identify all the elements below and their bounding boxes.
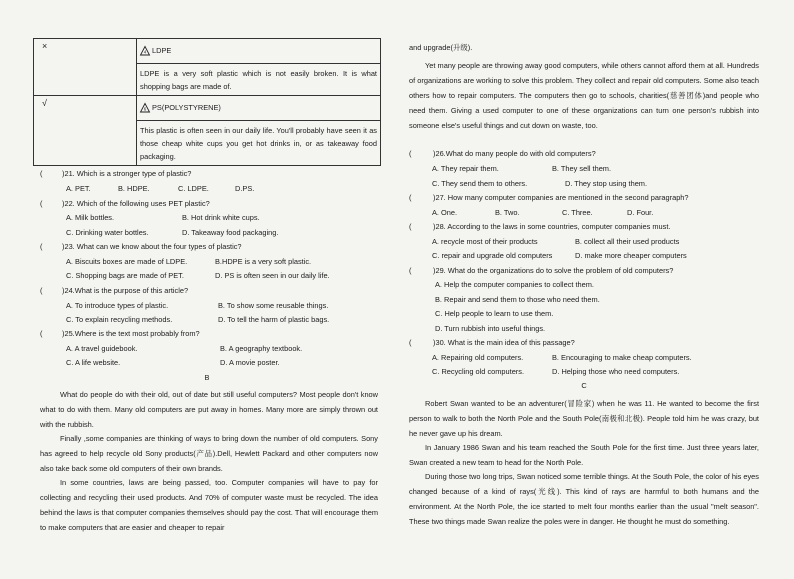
- table-cell: [137, 96, 381, 166]
- section-title: B: [204, 373, 210, 382]
- option: D. They stop using them.: [565, 179, 648, 188]
- recycle-icon: [139, 102, 151, 114]
- option: C. Shopping bags are made of PET.: [66, 271, 184, 280]
- answer-paren: (: [40, 169, 43, 178]
- answer-paren: (: [409, 149, 412, 158]
- option: B. collect all their used products: [575, 237, 680, 246]
- option: B. Repair and send them to those who need them.: [435, 295, 600, 304]
- table-mark: ×: [34, 39, 137, 96]
- option: D.PS.: [235, 184, 255, 193]
- option: D. Turn rubbish into useful things.: [435, 324, 546, 333]
- option: A. recycle most of their products: [432, 237, 538, 246]
- option: A. Help the computer companies to collect them.: [435, 280, 594, 289]
- answer-paren: (: [40, 329, 43, 338]
- recycle-number: 4: [143, 49, 147, 55]
- plastic-name: LDPE: [152, 46, 172, 56]
- plastic-type-title: [137, 39, 380, 64]
- option: D. A movie poster.: [220, 358, 280, 367]
- answer-paren: (: [409, 266, 412, 275]
- plastic-description: LDPE is a very soft plastic which is not easily broken. It is what shopping bags are made of.: [140, 69, 377, 91]
- plastic-table: [33, 38, 381, 166]
- option: B. HDPE.: [118, 184, 150, 193]
- option: C. repair and upgrade old computers: [432, 251, 553, 260]
- option: B. Two.: [495, 208, 520, 217]
- option: D. PS is often seen in our daily life.: [215, 271, 330, 280]
- passage-paragraph: In some countries, laws are being passed, too. Computer companies will have to pay for collecting and recycling their used products. And 70% of computer waste must be recycled. The idea behind the laws is that computer companies themselves should pay the cost. That will encourage them to make computers that are easier and cheaper to repair: [40, 478, 378, 532]
- question-stem: )24.What is the purpose of this article?: [62, 286, 189, 295]
- plastic-type-title: [137, 96, 380, 121]
- recycle-icon: [139, 45, 151, 57]
- question-stem: )27. How many computer companies are mentioned in the second paragraph?: [433, 193, 689, 202]
- answer-paren: (: [409, 193, 412, 202]
- option: D. Four.: [627, 208, 654, 217]
- question-stem: )21. Which is a stronger type of plastic?: [62, 169, 192, 178]
- option: D. make more cheaper computers: [575, 251, 687, 260]
- option: C. Drinking water bottles.: [66, 228, 149, 237]
- option: D. To tell the harm of plastic bags.: [218, 315, 330, 324]
- option: D. Takeaway food packaging.: [182, 228, 279, 237]
- option: C. Three.: [562, 208, 593, 217]
- table-row: [34, 39, 381, 96]
- passage-paragraph: and upgrade(升级).: [409, 43, 473, 52]
- question-stem: )26.What do many people do with old computers?: [433, 149, 596, 158]
- answer-paren: (: [40, 199, 43, 208]
- section-title: C: [581, 381, 587, 390]
- option: B. To show some reusable things.: [218, 301, 329, 310]
- table-row: [34, 96, 381, 166]
- option: B. Encouraging to make cheap computers.: [552, 353, 692, 362]
- option: B. A geography textbook.: [220, 344, 303, 353]
- option: C. A life website.: [66, 358, 121, 367]
- passage-paragraph: What do people do with their old, out of date but still useful computers? Most people don't know what to do with them. Many old computers are put away in homes. Many more are simply thrown out with the rubbish.: [40, 390, 378, 429]
- option: C. Recycling old computers.: [432, 367, 525, 376]
- question-stem: )28. According to the laws in some countries, computer companies must.: [433, 222, 671, 231]
- passage-paragraph: Finally ,some companies are thinking of ways to bring down the number of old computers. Sony has agreed to help recycle old Sony products(产品).Dell, Hewlett Packard and other computers now also take back some old computers of their own brands.: [40, 434, 378, 473]
- table-cell: [137, 39, 381, 96]
- question-stem: )22. Which of the following uses PET plastic?: [62, 199, 210, 208]
- answer-paren: (: [40, 242, 43, 251]
- answer-paren: (: [409, 222, 412, 231]
- passage-paragraph: During those two long trips, Swan noticed some terrible things. At the South Pole, the color of his eyes changed because of a kind of rays(光线). This kind of rays are harmful to both humans and the environment. At the North Pole, the ice started to melt four months earlier than the usual "melt season". These two things made Swan realize the poles were in danger. He thought he must do something.: [409, 472, 759, 526]
- option: B. Hot drink white cups.: [182, 213, 260, 222]
- option: A. To introduce types of plastic.: [66, 301, 169, 310]
- passage-paragraph: Robert Swan wanted to be an adventurer(冒险家) when he was 11. He wanted to become the first person to walk to both the North Pole and the South Pole(南极和北极). People told him he was crazy, but he never gave up his dream.: [409, 399, 759, 438]
- plastic-name: PS(POLYSTYRENE): [152, 103, 221, 113]
- option: A. A travel guidebook.: [66, 344, 138, 353]
- option: C. LDPE.: [178, 184, 209, 193]
- recycle-number: 6: [143, 106, 147, 112]
- option: C. To explain recycling methods.: [66, 315, 173, 324]
- passage-paragraph: In January 1986 Swan and his team reached the South Pole for the first time. Just three years later, Swan created a new team to head for the North Pole.: [409, 443, 759, 467]
- option: B.HDPE is a very soft plastic.: [215, 257, 312, 266]
- question-stem: )23. What can we know about the four types of plastic?: [62, 242, 242, 251]
- option: A. Milk bottles.: [66, 213, 115, 222]
- answer-paren: (: [40, 286, 43, 295]
- option: D. Helping those who need computers.: [552, 367, 680, 376]
- plastic-description: This plastic is often seen in our daily life. You'll probably have seen it as those cheap white cups you get hot drinks in, or as takeaway food packaging.: [140, 126, 377, 161]
- answer-paren: (: [409, 338, 412, 347]
- option: C. They send them to others.: [432, 179, 528, 188]
- passage-paragraph: Yet many people are throwing away good computers, while others cannot afford them at all. Hundreds of organizations are working to solve this problem. They collect and repair old computers. Some also teach others how to repair computers. The computers then go to schools, charities(慈善团体)and people who need them. Giving a used computer to one of these organizations can turn one person's rubbish into someone else's useful things and cut down on waste, too.: [409, 61, 759, 130]
- option: A. One.: [432, 208, 458, 217]
- table-mark: √: [34, 96, 137, 166]
- option: A. Biscuits boxes are made of LDPE.: [66, 257, 188, 266]
- option: A. Repairing old computers.: [432, 353, 524, 362]
- question-stem: )30. What is the main idea of this passage?: [433, 338, 575, 347]
- option: B. They sell them.: [552, 164, 612, 173]
- option: A. They repair them.: [432, 164, 499, 173]
- question-stem: )29. What do the organizations do to solve the problem of old computers?: [433, 266, 674, 275]
- option: A. PET.: [66, 184, 91, 193]
- question-stem: )25.Where is the text most probably from?: [62, 329, 200, 338]
- right-page: [397, 0, 794, 579]
- option: C. Help people to learn to use them.: [435, 309, 554, 318]
